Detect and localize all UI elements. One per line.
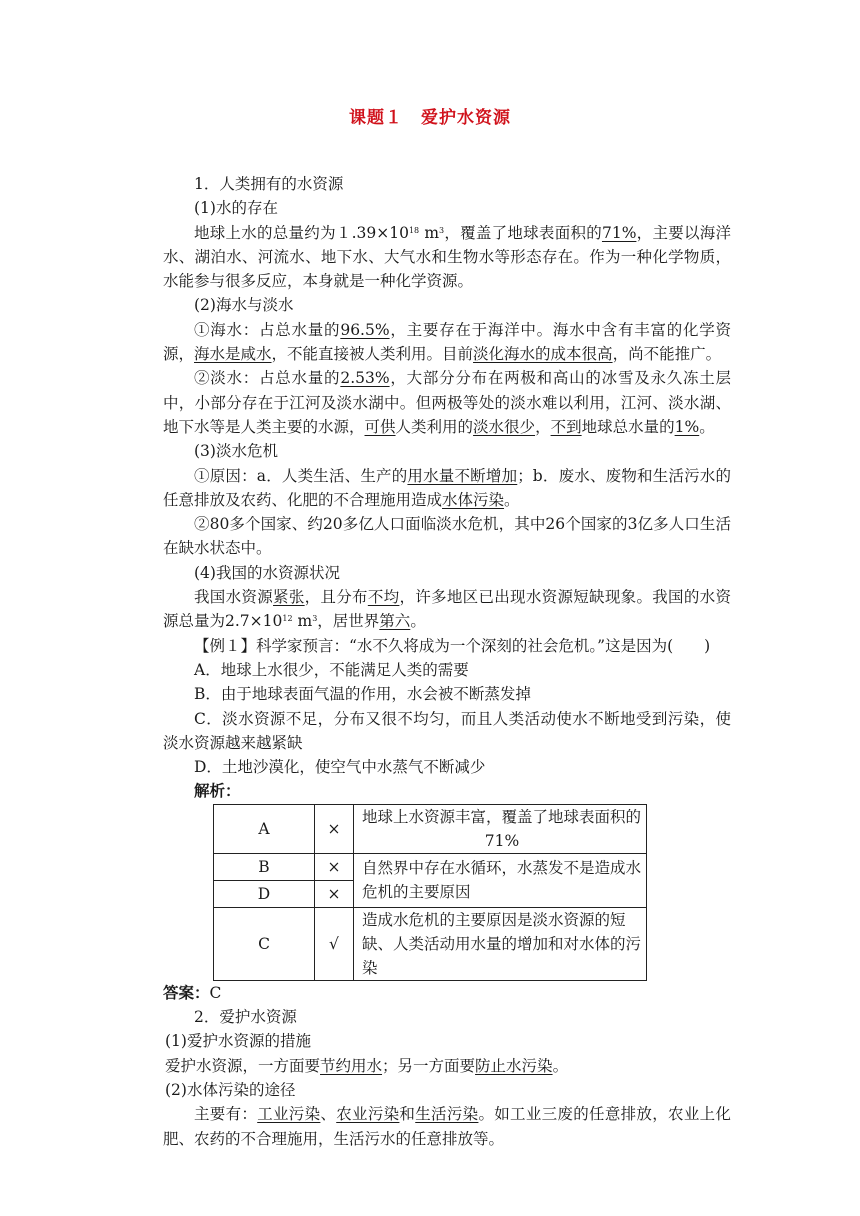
document-body (163, 172, 731, 1151)
subheading-pollution-routes: (2)水体污染的途径 (165, 1080, 296, 1099)
table-cell-mark: √ (315, 907, 354, 980)
paragraph-water-existence: 地球上水的总量约为$1.39\times 10^{18}$ $m^3$，覆盖了地球表面积的71%，主要以海洋水、湖泊水、河流水、地下水、大气水和生物水等形态存在。作为一种化学物质，水能参与很多反应，本身就是一种化学资源。 (163, 223, 731, 291)
answer-label: 答案： (163, 982, 210, 1002)
table-cell-reason: 自然界中存在水循环，水蒸发不是造成水危机的主要原因 (354, 853, 647, 907)
table-cell-option: D (214, 880, 315, 907)
subheading-measures: (1)爱护水资源的措施 (165, 1032, 311, 1051)
paragraph-freshwater: ②淡水：占总水量的2.53%，大部分分布在两极和高山的冰雪及永久冻土层中，小部分存在于江河及淡水湖中。但两极等处的淡水难以利用，江河、淡水湖、地下水等是人类主要的水源，可供人类利用的淡水很少，不到地球总水量的1%。 (163, 369, 731, 436)
paragraph-crisis-scale: ②80多个国家、约20多亿人口面临淡水危机，其中26个国家的3亿多人口生活在缺水状态中。 (163, 515, 731, 558)
table-row (214, 853, 647, 880)
section-1-heading: 1．人类拥有的水资源 (194, 175, 344, 193)
table-cell-mark: × (315, 880, 354, 907)
table-cell-mark: × (315, 804, 354, 853)
subheading-sea-fresh: (2)海水与淡水 (194, 296, 294, 315)
section-2-heading: 2．爱护水资源 (194, 1008, 297, 1027)
table-cell-option: A (214, 804, 315, 853)
table-cell-option: B (214, 853, 315, 880)
subheading-china: (4)我国的水资源状况 (194, 563, 340, 582)
table-row (214, 804, 647, 853)
table-row (214, 907, 647, 980)
option-b: B．由于地球表面气温的作用，水会被不断蒸发掉 (194, 685, 531, 704)
table-cell-mark: × (315, 853, 354, 880)
answer-line (163, 981, 731, 1005)
paragraph-crisis-cause: ①原因：a．人类生活、生产的用水量不断增加；b．废水、废物和生活污水的任意排放及农药、化肥的不合理施用造成水体污染。 (163, 466, 731, 509)
option-a: A．地球上水很少，不能满足人类的需要 (194, 660, 469, 679)
example-question: 【例１】科学家预言：“水不久将成为一个深刻的社会危机。”这是因为( ) (194, 636, 711, 655)
option-c: C．淡水资源不足，分布又很不均匀，而且人类活动使水不断地受到污染，使淡水资源越来越紧缺 (163, 709, 731, 752)
analysis-label: 解析： (194, 781, 241, 801)
paragraph-seawater: ①海水：占总水量的96.5%，主要存在于海洋中。海水中含有丰富的化学资源，海水是咸水，不能直接被人类利用。目前淡化海水的成本很高，尚不能推广。 (163, 320, 731, 364)
subheading-crisis: (3)淡水危机 (194, 442, 278, 461)
paragraph-pollution-routes: 主要有：工业污染、农业污染和生活污染。如工业三废的任意排放，农业上化肥、农药的不合理施用，生活污水的任意排放等。 (163, 1105, 731, 1148)
page-title: 课题１ 爱护水资源 (349, 108, 511, 128)
table-cell-option: C (214, 907, 315, 980)
answer-value: C (209, 983, 222, 1002)
analysis-table (213, 804, 647, 981)
table-cell-reason: 地球上水资源丰富，覆盖了地球表面积的 71% (354, 804, 647, 853)
table-cell-reason: 造成水危机的主要原因是淡水资源的短缺、人类活动用水量的增加和对水体的污染 (354, 907, 647, 980)
option-d: D．土地沙漠化，使空气中水蒸气不断减少 (194, 758, 486, 777)
subheading-water-existence: (1)水的存在 (194, 199, 278, 218)
paragraph-china: 我国水资源紧张，且分布不均，许多地区已出现水资源短缺现象。我国的水资源总量为$2.7\times 10^{12}$ $m^3$，居世界第六。 (163, 588, 731, 631)
paragraph-measures: 爱护水资源，一方面要节约用水；另一方面要防止水污染。 (165, 1056, 569, 1075)
